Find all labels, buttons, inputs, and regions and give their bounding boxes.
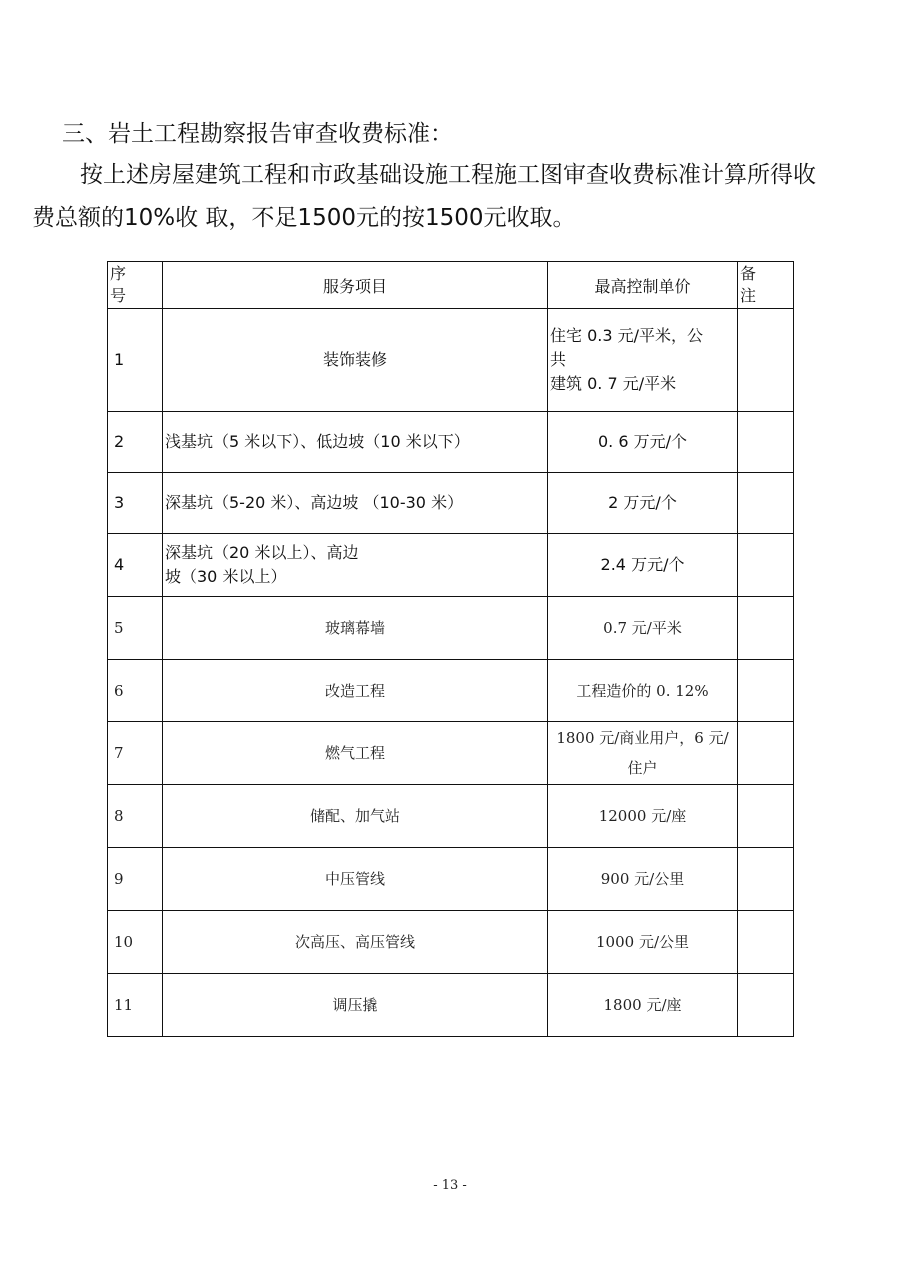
row-price: 2 万元/个	[548, 473, 738, 534]
table-row	[108, 660, 794, 722]
row-service-item: 燃气工程	[163, 722, 548, 785]
row-remarks	[738, 722, 794, 785]
row-price: 1800 元/座	[548, 974, 738, 1037]
row-service-item: 玻璃幕墙	[163, 597, 548, 660]
row-service-item: 次高压、高压管线	[163, 911, 548, 974]
fee-table	[107, 261, 794, 1037]
header-service-item: 服务项目	[163, 262, 548, 309]
row-service-item: 改造工程	[163, 660, 548, 722]
section-heading: 三、岩土工程勘察报告审查收费标准：	[62, 121, 453, 147]
row-remarks	[738, 848, 794, 911]
table-row	[108, 848, 794, 911]
row-remarks	[738, 660, 794, 722]
row-remarks	[738, 597, 794, 660]
row-number: 10	[108, 911, 163, 974]
header-remarks: 备 注	[738, 262, 794, 309]
row-remarks	[738, 309, 794, 412]
row-price: 0. 6 万元/个	[548, 412, 738, 473]
row-number: 8	[108, 785, 163, 848]
row-price: 12000 元/座	[548, 785, 738, 848]
row-remarks	[738, 785, 794, 848]
row-number: 1	[108, 309, 163, 412]
page-number: - 13 -	[433, 1178, 467, 1193]
table-row	[108, 534, 794, 597]
row-price: 1800 元/商业用户，6 元/ 住户	[548, 722, 738, 785]
header-serial-number: 序 号	[108, 262, 163, 309]
table-row	[108, 974, 794, 1037]
row-price: 900 元/公里	[548, 848, 738, 911]
table-row	[108, 597, 794, 660]
table-row	[108, 309, 794, 412]
header-max-price: 最高控制单价	[548, 262, 738, 309]
row-remarks	[738, 473, 794, 534]
row-number: 2	[108, 412, 163, 473]
table-row	[108, 722, 794, 785]
row-remarks	[738, 911, 794, 974]
row-service-item: 储配、加气站	[163, 785, 548, 848]
table-row	[108, 473, 794, 534]
row-price: 0.7 元/平米	[548, 597, 738, 660]
paragraph-line-2: 费总额的10%收 取，不足1500元的按1500元收取。	[32, 205, 576, 231]
row-number: 9	[108, 848, 163, 911]
row-number: 4	[108, 534, 163, 597]
row-price: 2.4 万元/个	[548, 534, 738, 597]
paragraph-line-1: 按上述房屋建筑工程和市政基础设施工程施工图审查收费标准计算所得收	[80, 162, 816, 188]
row-service-item: 深基坑（5-20 米）、高边坡 （10-30 米）	[163, 473, 548, 534]
row-number: 6	[108, 660, 163, 722]
row-number: 11	[108, 974, 163, 1037]
row-service-item: 中压管线	[163, 848, 548, 911]
row-price: 1000 元/公里	[548, 911, 738, 974]
row-number: 5	[108, 597, 163, 660]
table-row	[108, 911, 794, 974]
row-number: 3	[108, 473, 163, 534]
table-row	[108, 785, 794, 848]
row-price: 住宅 0.3 元/平米，公 共 建筑 0. 7 元/平米	[548, 309, 738, 412]
row-remarks	[738, 534, 794, 597]
table-header-row	[108, 262, 794, 309]
row-service-item: 调压撬	[163, 974, 548, 1037]
row-remarks	[738, 974, 794, 1037]
body-paragraph	[32, 154, 872, 240]
row-service-item: 深基坑（20 米以上）、高边 坡（30 米以上）	[163, 534, 548, 597]
row-service-item: 装饰装修	[163, 309, 548, 412]
row-number: 7	[108, 722, 163, 785]
row-price: 工程造价的 0. 12%	[548, 660, 738, 722]
table-row	[108, 412, 794, 473]
row-service-item: 浅基坑（5 米以下）、低边坡（10 米以下）	[163, 412, 548, 473]
row-remarks	[738, 412, 794, 473]
